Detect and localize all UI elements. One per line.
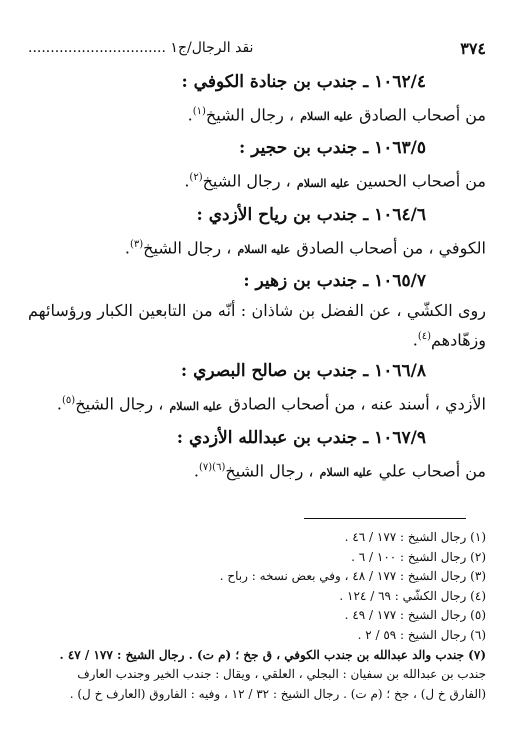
honorific-glyph: عليه السلام xyxy=(319,465,373,479)
entry-text: الكوفي ، من أصحاب الصادق xyxy=(296,237,486,257)
entry-6 xyxy=(28,426,486,486)
entry-tail: . xyxy=(56,394,62,414)
honorific-glyph: عليه السلام xyxy=(237,242,291,256)
entry-body xyxy=(28,99,486,130)
entry-tail: . xyxy=(187,105,193,125)
footnote-ref: (٢) xyxy=(189,172,203,184)
entry-heading: ١٠٦٦/٨ ـ جندب بن صالح البصري : xyxy=(180,361,426,382)
entry-text: من أصحاب علي xyxy=(378,460,486,480)
footnote-item: (٢) رجال الشيخ : ١٠٠ / ٦ . xyxy=(351,549,486,564)
footnote-item: (٧) جندب والد عبدالله بن جندب الكوفي ، ق جخ ؛ (م ت) . رجال الشيخ : ١٧٧ / ٤٧ . xyxy=(59,647,486,662)
entry-heading: ١٠٦٧/٩ ـ جندب بن عبدالله الأزدي : xyxy=(176,427,426,448)
entry-body xyxy=(28,388,486,419)
entry-tail: . xyxy=(193,460,199,480)
entry-heading: ١٠٦٣/٥ ـ جندب بن حجير : xyxy=(239,138,426,159)
entry-text-after: ، رجال الشيخ xyxy=(75,394,164,414)
entry-heading: ١٠٦٥/٧ ـ جندب بن زهير : xyxy=(243,270,426,291)
footnote-item: (٥) رجال الشيخ : ١٧٧ / ٤٩ . xyxy=(344,608,486,623)
entry-body xyxy=(28,165,486,196)
entry-1 xyxy=(28,70,486,130)
entry-body xyxy=(28,455,486,486)
footnote-item: (٣) رجال الشيخ : ١٧٧ / ٤٨ ، وفي بعض نسخه : رباح . xyxy=(219,569,486,584)
entry-4 xyxy=(28,269,486,353)
entry-body xyxy=(28,232,486,263)
entry-text: روى الكشّي ، عن الفضل بن شاذان : أنّه من التابعين الكبار ورؤسائهم وزهّادهم xyxy=(28,300,486,350)
footnote-ref: (٤) xyxy=(417,330,432,342)
footnote-continuation: جندب بن عبدالله بن سفيان : البجلي ، العلقي ، ويقال : جندب الخير وجندب العارف xyxy=(77,667,486,682)
entry-text-after: ، رجال الشيخ xyxy=(202,171,291,191)
page-number: ٣٧٤ xyxy=(460,38,486,58)
running-title-text: نقد الرجال/ج١ xyxy=(170,40,254,56)
honorific-glyph: عليه السلام xyxy=(300,110,354,124)
entry-5 xyxy=(28,359,486,419)
footnote-ref: (٥) xyxy=(62,395,76,407)
footnote-ref: (٣) xyxy=(129,238,144,250)
footnote-item: (١) رجال الشيخ : ١٧٧ / ٤٦ . xyxy=(344,530,486,544)
entry-heading: ١٠٦٤/٦ ـ جندب بن رياح الأزدي : xyxy=(196,204,426,225)
honorific-glyph: عليه السلام xyxy=(169,399,223,413)
entry-text-after: ، رجال الشيخ xyxy=(225,460,314,480)
honorific-glyph: عليه السلام xyxy=(296,176,350,190)
footnote-ref: (٦)(٧) xyxy=(198,461,226,473)
page-header xyxy=(28,38,486,58)
footnote-divider xyxy=(304,518,466,519)
footnote-item: (٦) رجال الشيخ : ٥٩ / ٢ . xyxy=(357,627,486,642)
footnotes-section xyxy=(24,528,486,704)
entry-text-after: ، رجال الشيخ xyxy=(143,237,232,257)
entry-tail: . xyxy=(412,330,418,350)
running-title xyxy=(28,40,253,56)
footnote-item: (٤) رجال الكشّي : ٦٩ / ١٢٤ . xyxy=(339,588,486,603)
entry-text-after: ، رجال الشيخ xyxy=(205,105,295,125)
footnote-ref: (١) xyxy=(192,106,206,117)
footnote-continuation: (الفارق خ ل) ، جخ ؛ (م ت) . رجال الشيخ : ٣٢ / ١٢ ، وفيه : الفاروق (العارف خ ل) . xyxy=(69,686,486,701)
entry-text: من أصحاب الحسين xyxy=(355,171,486,191)
entry-3 xyxy=(28,203,486,263)
entry-2 xyxy=(28,136,486,196)
title-leader-dots: ............................... xyxy=(28,40,171,56)
entry-heading: ١٠٦٢/٤ ـ جندب بن جنادة الكوفي : xyxy=(181,72,426,92)
entry-tail: . xyxy=(184,171,190,191)
entry-text: من أصحاب الصادق xyxy=(359,105,486,125)
entry-tail: . xyxy=(124,237,130,257)
entries-list xyxy=(28,64,486,486)
entry-body xyxy=(28,298,486,353)
entry-text: الأزدي ، أسند عنه ، من أصحاب الصادق xyxy=(228,394,486,414)
